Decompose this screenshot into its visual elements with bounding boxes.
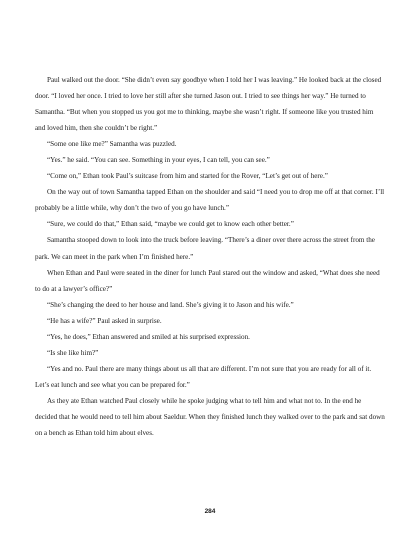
- paragraph: Samantha stooped down to look into the truck before leaving. “There’s a diner over there across the street from the park. We can meet in the park when I’m finished here.”: [35, 236, 375, 261]
- paragraph: When Ethan and Paul were seated in the diner for lunch Paul stared out the window and asked, “What does she need to do at a lawyer’s office?”: [35, 268, 380, 293]
- paragraph: “Is she like him?”: [47, 348, 99, 357]
- paragraph: Paul walked out the door. “She didn’t even say goodbye when I told her I was leaving.” He looked back at the closed door. “I loved her once. I tried to love her still after she turned Jason out. I tried to see things her way.” He turned to Samantha. “But when you stopped us you got me to thinking, maybe she wasn’t right. If someone like you trusted him and loved him, then she couldn’t be right.”: [35, 76, 382, 133]
- paragraph: “Come on,” Ethan took Paul’s suitcase from him and started for the Rover, “Let’s get out of here.”: [47, 172, 328, 181]
- paragraph: “He has a wife?” Paul asked in surprise.: [47, 316, 162, 325]
- paragraph: “Some one like me?” Samantha was puzzled.: [47, 140, 177, 149]
- body-text: [35, 72, 385, 441]
- paragraph: As they ate Ethan watched Paul closely while he spoke judging what to tell him and what not to. In the end he decided that he would need to tell him about Saeldur. When they finished lunch they walked over to the park and sat down on a bench as Ethan told him about elves.: [35, 396, 385, 438]
- paragraph: “Yes, he does,” Ethan answered and smiled at his surprised expression.: [47, 332, 250, 341]
- paragraph: “Yes.” he said. “You can see. Something in your eyes, I can tell, you can see.”: [47, 156, 270, 165]
- paragraph: “She’s changing the deed to her house and land. She’s giving it to Jason and his wife.”: [47, 300, 294, 309]
- paragraph: “Sure, we could do that,” Ethan said, “maybe we could get to know each other better.”: [47, 220, 294, 229]
- paragraph: “Yes and no. Paul there are many things about us all that are different. I’m not sure that you are ready for all of it. Let’s eat lunch and see what you can be prepared for.”: [35, 364, 372, 389]
- page-number: 284: [204, 508, 216, 515]
- paragraph: On the way out of town Samantha tapped Ethan on the shoulder and said “I need you to drop me off at that corner. I’ll probably be a little while, why don’t the two of you go have lunch.”: [35, 188, 385, 213]
